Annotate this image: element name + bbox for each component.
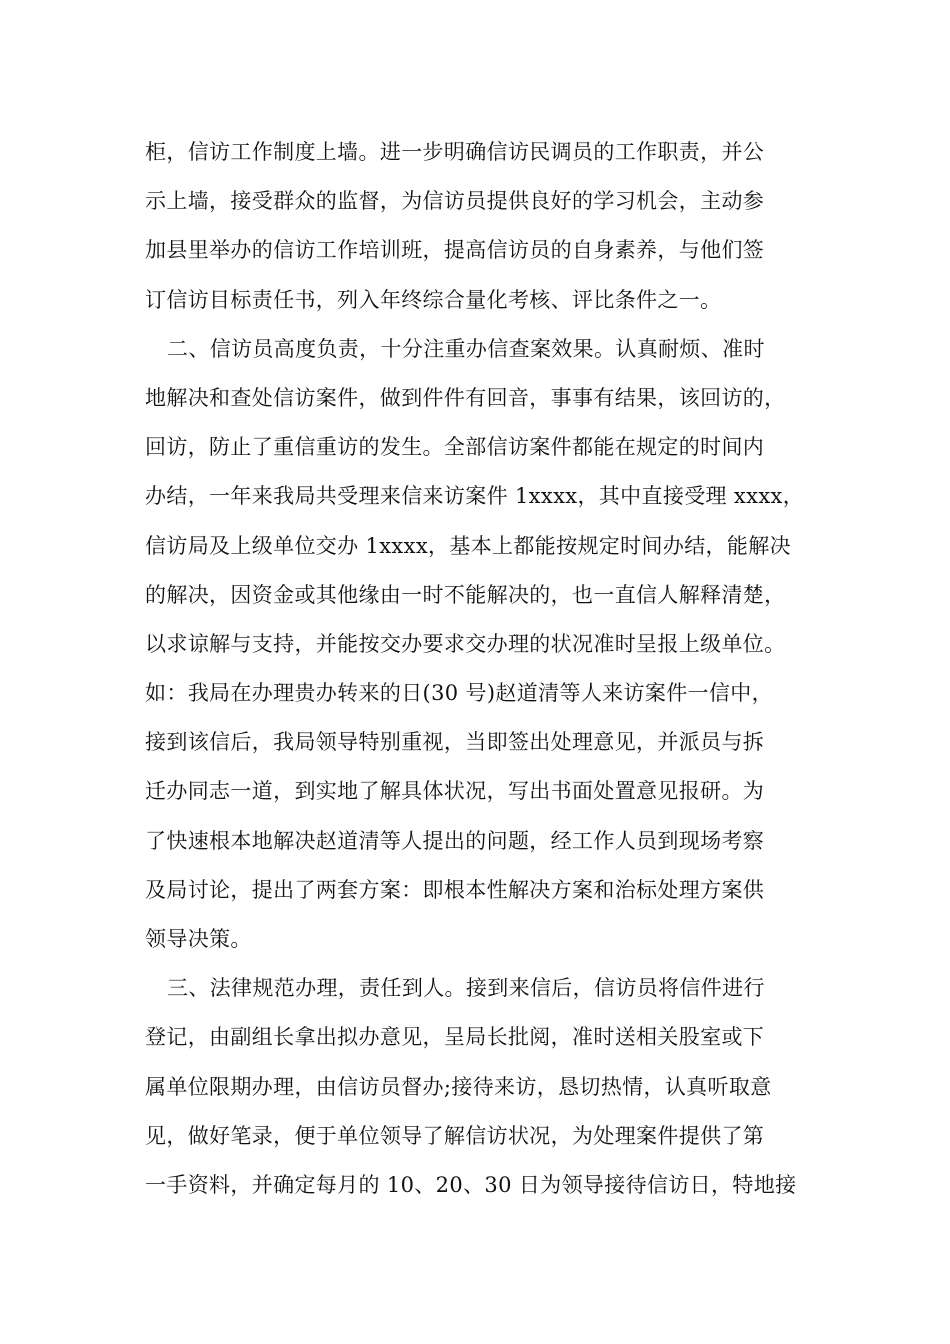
text-line: 办结，一年来我局共受理来信来访案件 1xxxx，其中直接受理 xxxx， <box>145 484 805 509</box>
text-line: 及局讨论，提出了两套方案：即根本性解决方案和治标处理方案供 <box>145 877 765 902</box>
text-line: 信访局及上级单位交办 1xxxx，基本上都能按规定时间办结，能解决 <box>145 533 791 558</box>
paragraph-2-start: 二、信访员高度负责，十分注重办信查案效果。认真耐烦、准时 <box>167 336 765 361</box>
document-body <box>145 128 825 1210</box>
text-line: 见，做好笔录，便于单位领导了解信访状况，为处理案件提供了第 <box>145 1123 765 1148</box>
text-line: 一手资料，并确定每月的 10、20、30 日为领导接待信访日，特地接 <box>145 1172 797 1197</box>
text-line: 了快速根本地解决赵道清等人提出的问题，经工作人员到现场考察 <box>145 828 765 853</box>
text-line: 领导决策。 <box>145 927 252 951</box>
text-line: 属单位限期办理，由信访员督办;接待来访，恳切热情，认真听取意 <box>145 1074 772 1099</box>
text-line: 的解决，因资金或其他缘由一时不能解决的，也一直信人解释清楚， <box>145 582 786 607</box>
text-line: 地解决和查处信访案件，做到件件有回音，事事有结果，该回访的， <box>145 385 786 410</box>
text-line: 登记，由副组长拿出拟办意见，呈局长批阅，准时送相关股室或下 <box>145 1025 765 1050</box>
text-line: 柜，信访工作制度上墙。进一步明确信访民调员的工作职责，并公 <box>145 140 765 164</box>
text-line: 回访，防止了重信重访的发生。全部信访案件都能在规定的时间内 <box>145 435 765 460</box>
text-line: 迁办同志一道，到实地了解具体状况，写出书面处置意见报研。为 <box>145 779 765 804</box>
text-line: 订信访目标责任书，列入年终综合量化考核、评比条件之一。 <box>145 287 722 312</box>
text-line: 示上墙，接受群众的监督，为信访员提供良好的学习机会，主动参 <box>145 189 765 214</box>
text-line: 如：我局在办理贵办转来的日(30 号)赵道清等人来访案件一信中， <box>145 681 773 706</box>
paragraph-3-start: 三、法律规范办理，责任到人。接到来信后，信访员将信件进行 <box>167 976 765 1001</box>
text-line: 接到该信后，我局领导特别重视，当即签出处理意见，并派员与拆 <box>145 730 765 755</box>
text-line: 加县里举办的信访工作培训班，提高信访员的自身素养，与他们签 <box>145 238 765 263</box>
text-line: 以求谅解与支持，并能按交办要求交办理的状况准时呈报上级单位。 <box>145 631 786 656</box>
